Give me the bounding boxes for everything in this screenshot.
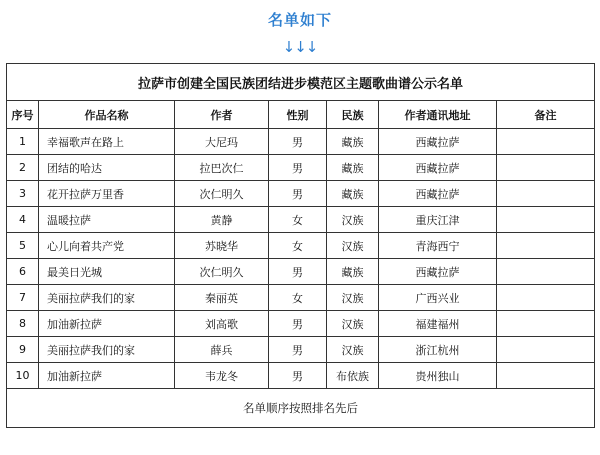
cell-author: 刘高歌 [175,311,269,337]
cell-author: 拉巴次仁 [175,155,269,181]
cell-ethnicity: 汉族 [327,207,379,233]
cell-work: 最美日光城 [39,259,175,285]
table-row [7,259,595,285]
cell-author: 次仁明久 [175,181,269,207]
header-address: 作者通讯地址 [379,101,497,129]
cell-note [497,181,595,207]
cell-address: 浙江杭州 [379,337,497,363]
cell-note [497,233,595,259]
cell-no: 2 [7,155,39,181]
header-ethnicity: 民族 [327,101,379,129]
cell-author: 大尼玛 [175,129,269,155]
cell-gender: 女 [269,207,327,233]
cell-gender: 男 [269,311,327,337]
cell-note [497,285,595,311]
cell-gender: 男 [269,155,327,181]
cell-note [497,207,595,233]
cell-no: 4 [7,207,39,233]
cell-work: 加油新拉萨 [39,311,175,337]
table-title: 拉萨市创建全国民族团结进步模范区主题歌曲谱公示名单 [7,64,595,101]
cell-address: 贵州独山 [379,363,497,389]
table-row [7,337,595,363]
cell-note [497,155,595,181]
down-arrows-icon: ↓↓↓ [282,38,318,56]
cell-address: 福建福州 [379,311,497,337]
cell-author: 苏晓华 [175,233,269,259]
cell-work: 美丽拉萨我们的家 [39,285,175,311]
cell-no: 3 [7,181,39,207]
cell-ethnicity: 藏族 [327,259,379,285]
cell-address: 广西兴业 [379,285,497,311]
cell-work: 加油新拉萨 [39,363,175,389]
cell-author: 薛兵 [175,337,269,363]
table-row [7,129,595,155]
cell-ethnicity: 藏族 [327,155,379,181]
cell-ethnicity: 汉族 [327,337,379,363]
cell-gender: 女 [269,285,327,311]
table-row [7,363,595,389]
cell-author: 秦丽英 [175,285,269,311]
cell-author: 韦龙冬 [175,363,269,389]
cell-no: 10 [7,363,39,389]
cell-work: 团结的哈达 [39,155,175,181]
header-no: 序号 [7,101,39,129]
cell-author: 黄静 [175,207,269,233]
cell-ethnicity: 汉族 [327,285,379,311]
cell-ethnicity: 藏族 [327,129,379,155]
cell-no: 7 [7,285,39,311]
cell-note [497,311,595,337]
table-header-row [7,101,595,129]
cell-address: 青海西宁 [379,233,497,259]
cell-address: 西藏拉萨 [379,259,497,285]
cell-address: 西藏拉萨 [379,155,497,181]
table-row [7,233,595,259]
cell-note [497,259,595,285]
table-footer-note: 名单顺序按照排名先后 [7,389,595,428]
cell-ethnicity: 汉族 [327,311,379,337]
header-note: 备注 [497,101,595,129]
cell-gender: 男 [269,363,327,389]
cell-no: 6 [7,259,39,285]
header-author: 作者 [175,101,269,129]
cell-work: 花开拉萨万里香 [39,181,175,207]
table-title-row [7,64,595,101]
cell-gender: 男 [269,337,327,363]
cell-no: 5 [7,233,39,259]
cell-address: 西藏拉萨 [379,129,497,155]
table-row [7,285,595,311]
cell-no: 1 [7,129,39,155]
cell-gender: 女 [269,233,327,259]
header-work: 作品名称 [39,101,175,129]
cell-gender: 男 [269,181,327,207]
cell-no: 8 [7,311,39,337]
table-row [7,207,595,233]
header-gender: 性别 [269,101,327,129]
table-row [7,181,595,207]
cell-ethnicity: 布依族 [327,363,379,389]
cell-address: 西藏拉萨 [379,181,497,207]
cell-gender: 男 [269,129,327,155]
cell-address: 重庆江津 [379,207,497,233]
cell-note [497,337,595,363]
cell-work: 美丽拉萨我们的家 [39,337,175,363]
cell-author: 次仁明久 [175,259,269,285]
section-heading: 名单如下 [267,11,332,29]
cell-work: 心儿向着共产党 [39,233,175,259]
cell-work: 温暖拉萨 [39,207,175,233]
cell-note [497,129,595,155]
cell-gender: 男 [269,259,327,285]
cell-note [497,363,595,389]
cell-ethnicity: 汉族 [327,233,379,259]
cell-work: 幸福歌声在路上 [39,129,175,155]
cell-no: 9 [7,337,39,363]
announcement-table [6,63,595,428]
table-row [7,311,595,337]
cell-ethnicity: 藏族 [327,181,379,207]
table-footer-row [7,389,595,428]
table-row [7,155,595,181]
